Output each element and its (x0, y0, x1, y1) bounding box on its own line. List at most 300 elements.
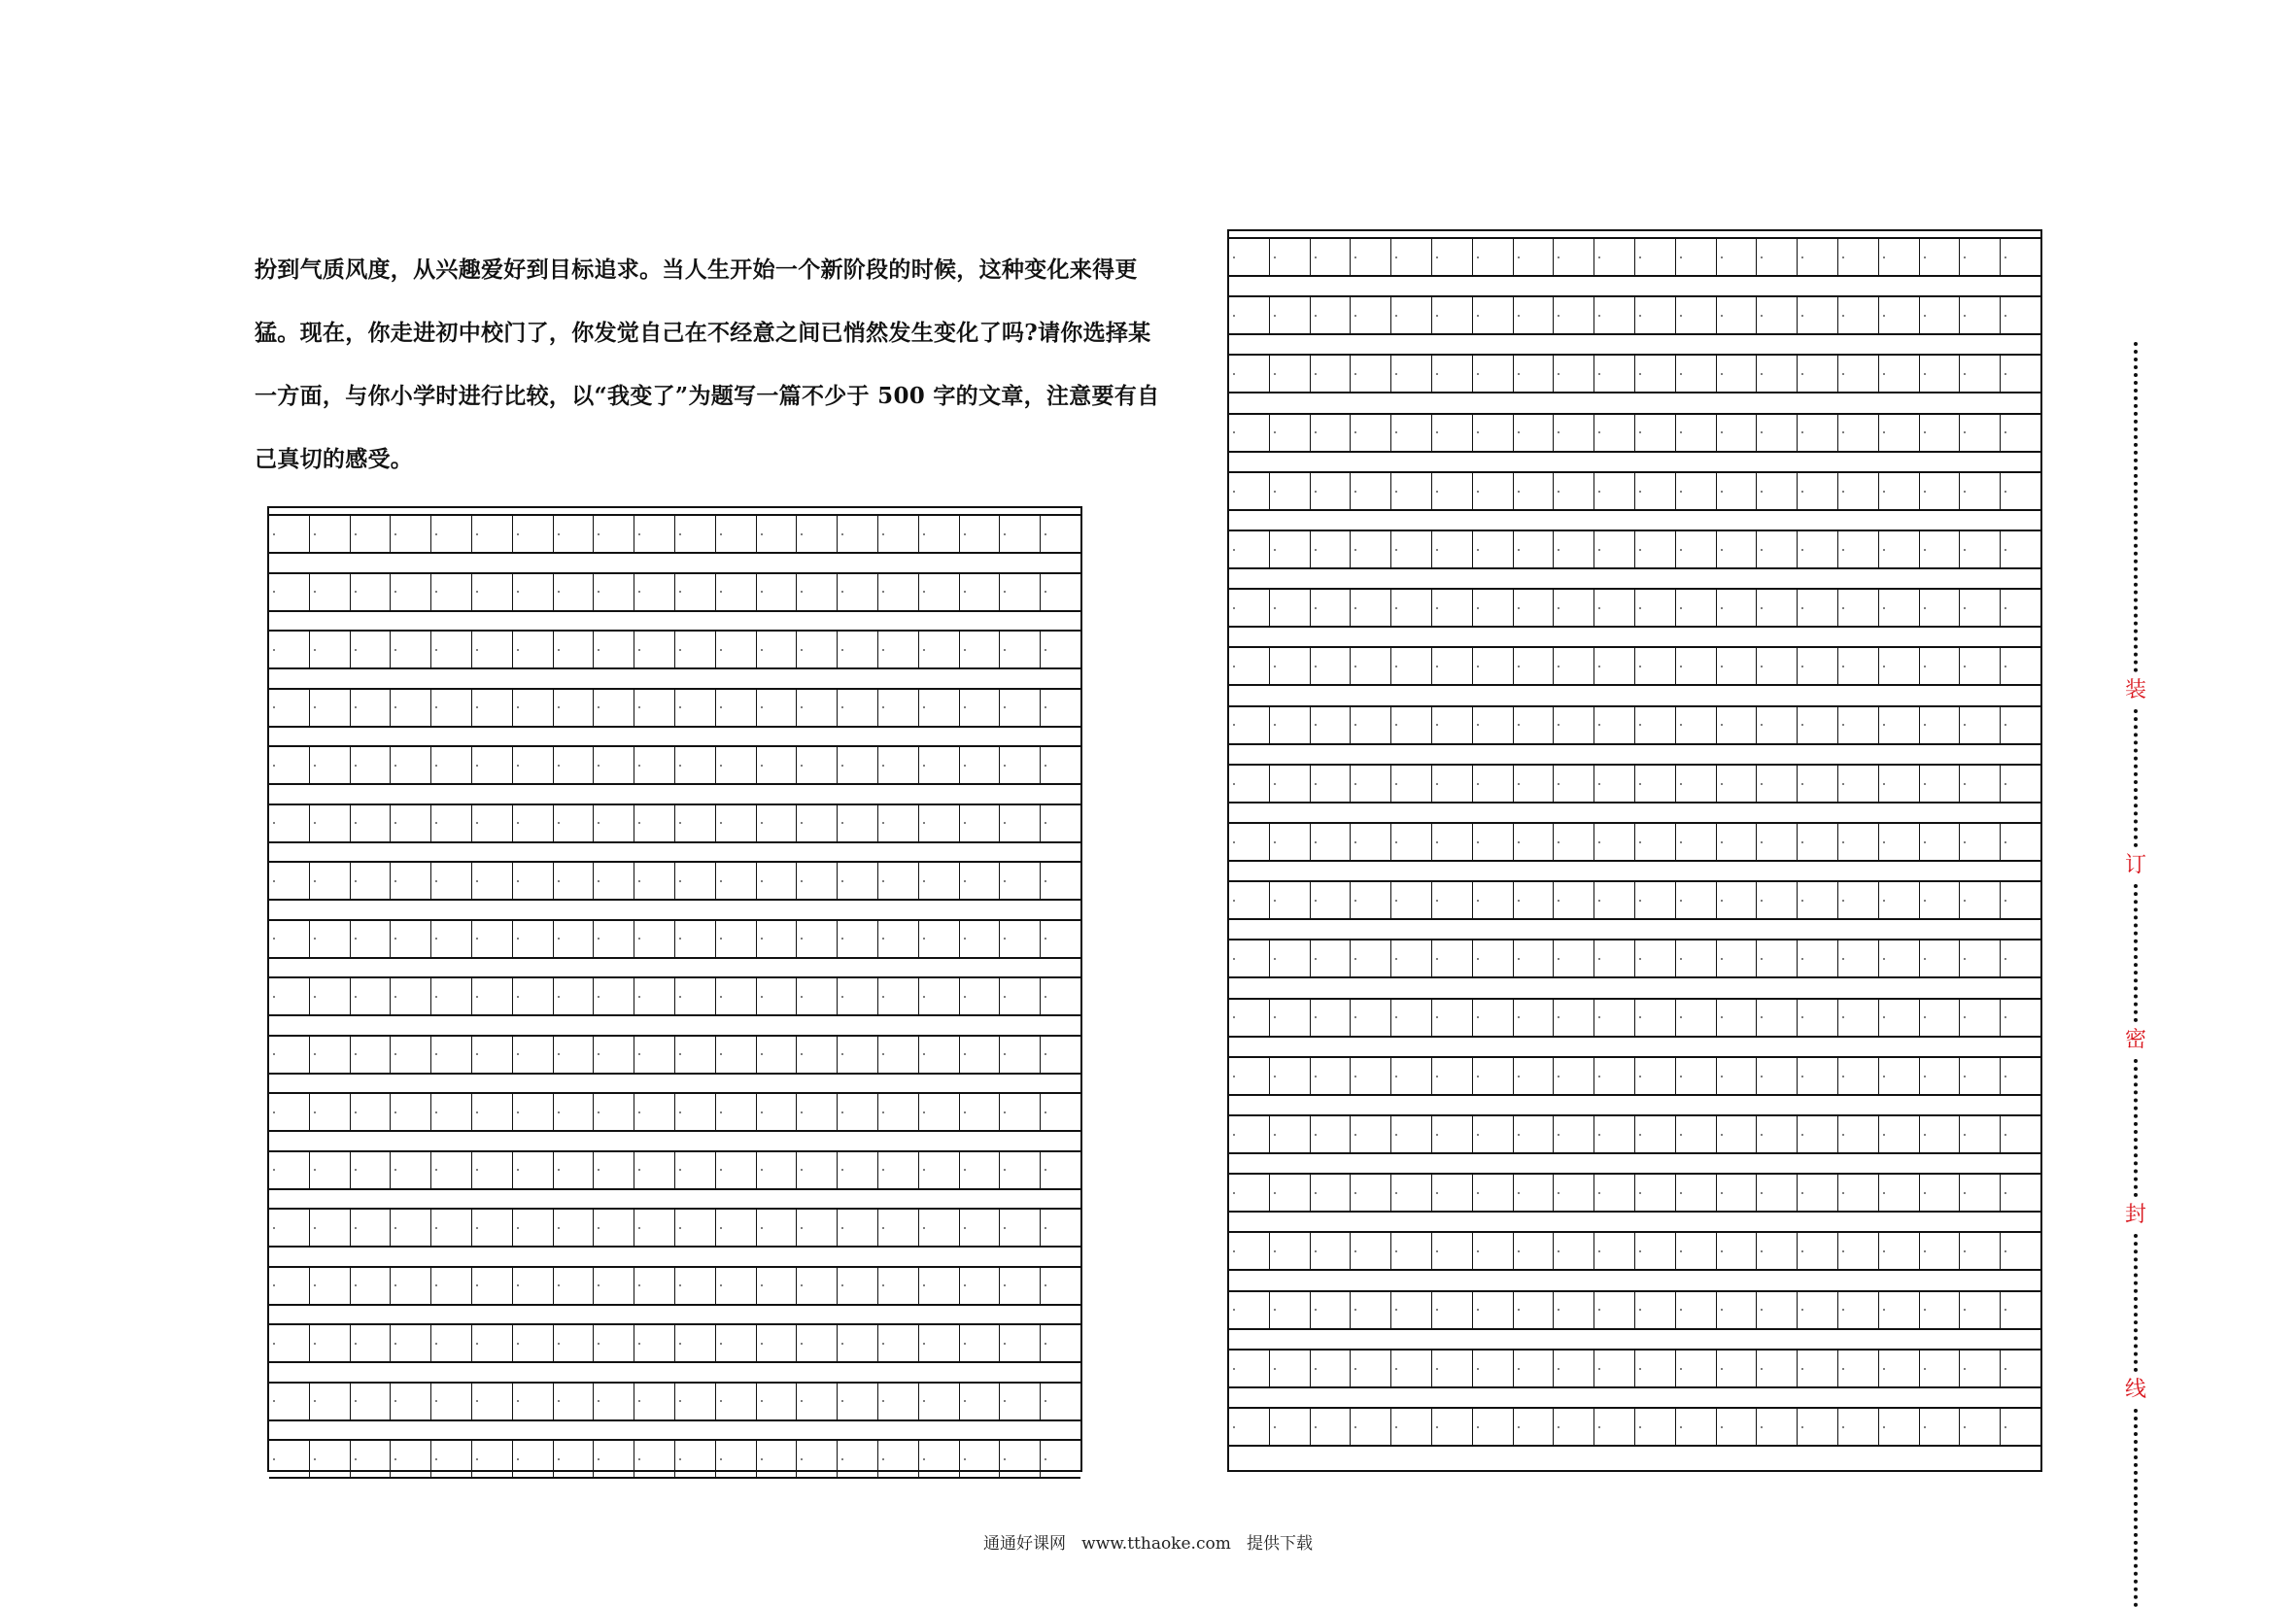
grid-cell[interactable] (959, 1210, 1000, 1246)
grid-cell[interactable] (1959, 1233, 2000, 1269)
grid-cell[interactable] (1269, 882, 1310, 918)
grid-cell[interactable] (390, 747, 430, 783)
grid-cell[interactable] (999, 632, 1040, 667)
grid-cell[interactable] (674, 805, 715, 841)
grid-cell[interactable] (999, 516, 1040, 552)
grid-cell[interactable] (1431, 707, 1472, 743)
grid-cell[interactable] (1350, 1351, 1390, 1386)
grid-cell[interactable] (634, 1094, 674, 1130)
grid-cell[interactable] (1634, 239, 1675, 275)
grid-cell[interactable] (1229, 940, 1269, 976)
grid-cell[interactable] (1919, 940, 1960, 976)
grid-cell[interactable] (2000, 707, 2040, 743)
grid-cell[interactable] (1390, 297, 1431, 333)
grid-cell[interactable] (1553, 297, 1593, 333)
grid-cell[interactable] (1269, 1175, 1310, 1211)
grid-cell[interactable] (1269, 590, 1310, 626)
grid-cell[interactable] (269, 516, 309, 552)
grid-cell[interactable] (999, 574, 1040, 610)
grid-cell[interactable] (1040, 1384, 1080, 1419)
grid-cell[interactable] (390, 632, 430, 667)
grid-cell[interactable] (1553, 882, 1593, 918)
grid-cell[interactable] (1716, 415, 1757, 451)
grid-cell[interactable] (1797, 415, 1837, 451)
grid-cell[interactable] (1634, 1292, 1675, 1328)
grid-cell[interactable] (350, 1094, 391, 1130)
grid-cell[interactable] (430, 690, 471, 726)
grid-cell[interactable] (756, 1210, 797, 1246)
grid-cell[interactable] (1310, 1409, 1351, 1445)
grid-cell[interactable] (1390, 766, 1431, 802)
grid-cell[interactable] (959, 1325, 1000, 1361)
grid-cell[interactable] (1553, 1175, 1593, 1211)
grid-cell[interactable] (471, 632, 512, 667)
grid-cell[interactable] (1431, 473, 1472, 509)
grid-cell[interactable] (390, 690, 430, 726)
grid-cell[interactable] (1634, 648, 1675, 684)
grid-cell[interactable] (1431, 1058, 1472, 1094)
grid-cell[interactable] (1472, 1292, 1513, 1328)
grid-cell[interactable] (674, 690, 715, 726)
grid-cell[interactable] (1350, 1292, 1390, 1328)
grid-cell[interactable] (309, 1152, 350, 1188)
grid-cell[interactable] (1472, 940, 1513, 976)
grid-cell[interactable] (1716, 590, 1757, 626)
grid-cell[interactable] (1553, 239, 1593, 275)
grid-cell[interactable] (553, 805, 594, 841)
grid-cell[interactable] (1350, 940, 1390, 976)
grid-cell[interactable] (1797, 1292, 1837, 1328)
grid-cell[interactable] (1513, 415, 1554, 451)
grid-cell[interactable] (1593, 648, 1634, 684)
grid-cell[interactable] (1390, 415, 1431, 451)
grid-cell[interactable] (1310, 1000, 1351, 1036)
grid-cell[interactable] (350, 747, 391, 783)
grid-cell[interactable] (593, 1152, 634, 1188)
grid-cell[interactable] (999, 1210, 1040, 1246)
grid-cell[interactable] (1593, 239, 1634, 275)
grid-cell[interactable] (593, 1210, 634, 1246)
grid-cell[interactable] (1472, 1116, 1513, 1152)
grid-cell[interactable] (269, 978, 309, 1014)
grid-cell[interactable] (1878, 648, 1919, 684)
grid-cell[interactable] (1675, 415, 1716, 451)
grid-cell[interactable] (390, 863, 430, 899)
grid-cell[interactable] (1229, 1116, 1269, 1152)
grid-cell[interactable] (837, 1094, 877, 1130)
grid-cell[interactable] (309, 1094, 350, 1130)
grid-cell[interactable] (1756, 531, 1797, 567)
grid-cell[interactable] (634, 863, 674, 899)
grid-cell[interactable] (1431, 940, 1472, 976)
grid-cell[interactable] (1797, 531, 1837, 567)
grid-cell[interactable] (512, 1384, 553, 1419)
grid-cell[interactable] (1797, 1351, 1837, 1386)
grid-cell[interactable] (877, 747, 918, 783)
grid-cell[interactable] (1959, 297, 2000, 333)
grid-cell[interactable] (1269, 648, 1310, 684)
grid-cell[interactable] (837, 1037, 877, 1073)
grid-cell[interactable] (309, 574, 350, 610)
grid-cell[interactable] (1837, 297, 1878, 333)
grid-cell[interactable] (1390, 1351, 1431, 1386)
grid-cell[interactable] (715, 1384, 756, 1419)
grid-cell[interactable] (1675, 473, 1716, 509)
grid-cell[interactable] (1350, 1233, 1390, 1269)
grid-cell[interactable] (1513, 824, 1554, 860)
grid-cell[interactable] (1919, 1000, 1960, 1036)
grid-cell[interactable] (430, 747, 471, 783)
grid-cell[interactable] (1229, 531, 1269, 567)
grid-cell[interactable] (1431, 1409, 1472, 1445)
grid-cell[interactable] (877, 863, 918, 899)
grid-cell[interactable] (1593, 1233, 1634, 1269)
grid-cell[interactable] (877, 1441, 918, 1477)
grid-cell[interactable] (634, 978, 674, 1014)
grid-cell[interactable] (1634, 590, 1675, 626)
grid-cell[interactable] (1634, 707, 1675, 743)
grid-cell[interactable] (553, 1152, 594, 1188)
grid-cell[interactable] (553, 1268, 594, 1304)
grid-cell[interactable] (390, 1441, 430, 1477)
grid-cell[interactable] (1756, 356, 1797, 392)
grid-cell[interactable] (1797, 707, 1837, 743)
grid-cell[interactable] (553, 516, 594, 552)
grid-cell[interactable] (1837, 1116, 1878, 1152)
grid-cell[interactable] (593, 1441, 634, 1477)
grid-cell[interactable] (1756, 940, 1797, 976)
grid-cell[interactable] (1756, 766, 1797, 802)
grid-cell[interactable] (1797, 940, 1837, 976)
grid-cell[interactable] (1350, 239, 1390, 275)
grid-cell[interactable] (1756, 824, 1797, 860)
grid-cell[interactable] (918, 805, 959, 841)
grid-cell[interactable] (1229, 824, 1269, 860)
grid-cell[interactable] (918, 1325, 959, 1361)
grid-cell[interactable] (1675, 531, 1716, 567)
grid-cell[interactable] (1959, 707, 2000, 743)
grid-cell[interactable] (1553, 1058, 1593, 1094)
grid-cell[interactable] (390, 516, 430, 552)
grid-cell[interactable] (471, 805, 512, 841)
grid-cell[interactable] (471, 1094, 512, 1130)
grid-cell[interactable] (1553, 1000, 1593, 1036)
grid-cell[interactable] (634, 690, 674, 726)
grid-cell[interactable] (1431, 1175, 1472, 1211)
grid-cell[interactable] (2000, 1175, 2040, 1211)
grid-cell[interactable] (918, 921, 959, 957)
grid-cell[interactable] (1716, 824, 1757, 860)
grid-cell[interactable] (1716, 239, 1757, 275)
grid-cell[interactable] (1634, 1058, 1675, 1094)
grid-cell[interactable] (1837, 1233, 1878, 1269)
grid-cell[interactable] (837, 1325, 877, 1361)
grid-cell[interactable] (1919, 648, 1960, 684)
grid-cell[interactable] (756, 1094, 797, 1130)
grid-cell[interactable] (553, 747, 594, 783)
grid-cell[interactable] (756, 1325, 797, 1361)
grid-cell[interactable] (1634, 1000, 1675, 1036)
grid-cell[interactable] (1919, 1292, 1960, 1328)
grid-cell[interactable] (1229, 1292, 1269, 1328)
grid-cell[interactable] (269, 921, 309, 957)
grid-cell[interactable] (2000, 356, 2040, 392)
grid-cell[interactable] (2000, 1116, 2040, 1152)
grid-cell[interactable] (1269, 1409, 1310, 1445)
grid-cell[interactable] (1634, 1409, 1675, 1445)
grid-cell[interactable] (796, 1441, 837, 1477)
grid-cell[interactable] (1310, 239, 1351, 275)
grid-cell[interactable] (1350, 824, 1390, 860)
grid-cell[interactable] (999, 1268, 1040, 1304)
grid-cell[interactable] (1959, 1000, 2000, 1036)
grid-cell[interactable] (1472, 1351, 1513, 1386)
grid-cell[interactable] (1269, 239, 1310, 275)
grid-cell[interactable] (553, 1384, 594, 1419)
grid-cell[interactable] (430, 516, 471, 552)
grid-cell[interactable] (715, 863, 756, 899)
grid-cell[interactable] (1716, 531, 1757, 567)
grid-cell[interactable] (756, 1152, 797, 1188)
grid-cell[interactable] (1513, 1351, 1554, 1386)
grid-cell[interactable] (1959, 648, 2000, 684)
grid-cell[interactable] (1269, 766, 1310, 802)
grid-cell[interactable] (1431, 239, 1472, 275)
grid-cell[interactable] (1310, 707, 1351, 743)
grid-cell[interactable] (837, 863, 877, 899)
grid-cell[interactable] (1593, 824, 1634, 860)
grid-cell[interactable] (1593, 356, 1634, 392)
grid-cell[interactable] (553, 632, 594, 667)
grid-cell[interactable] (269, 690, 309, 726)
grid-cell[interactable] (999, 690, 1040, 726)
grid-cell[interactable] (512, 1037, 553, 1073)
grid-cell[interactable] (1229, 1175, 1269, 1211)
grid-cell[interactable] (512, 1325, 553, 1361)
grid-cell[interactable] (1269, 473, 1310, 509)
grid-cell[interactable] (1513, 940, 1554, 976)
grid-cell[interactable] (1878, 940, 1919, 976)
grid-cell[interactable] (918, 574, 959, 610)
grid-cell[interactable] (674, 747, 715, 783)
grid-cell[interactable] (430, 1325, 471, 1361)
grid-cell[interactable] (1675, 1292, 1716, 1328)
grid-cell[interactable] (1553, 707, 1593, 743)
grid-cell[interactable] (634, 1325, 674, 1361)
grid-cell[interactable] (2000, 1351, 2040, 1386)
grid-cell[interactable] (837, 747, 877, 783)
grid-cell[interactable] (674, 1152, 715, 1188)
grid-cell[interactable] (1797, 824, 1837, 860)
grid-cell[interactable] (999, 863, 1040, 899)
grid-cell[interactable] (1229, 590, 1269, 626)
grid-cell[interactable] (1472, 1058, 1513, 1094)
grid-cell[interactable] (877, 574, 918, 610)
grid-cell[interactable] (1040, 1441, 1080, 1477)
grid-cell[interactable] (1310, 940, 1351, 976)
grid-cell[interactable] (1390, 531, 1431, 567)
grid-cell[interactable] (512, 747, 553, 783)
grid-cell[interactable] (1350, 356, 1390, 392)
grid-cell[interactable] (1797, 766, 1837, 802)
grid-cell[interactable] (1229, 239, 1269, 275)
grid-cell[interactable] (1878, 473, 1919, 509)
grid-cell[interactable] (553, 1037, 594, 1073)
grid-cell[interactable] (1837, 473, 1878, 509)
grid-cell[interactable] (553, 921, 594, 957)
grid-cell[interactable] (471, 516, 512, 552)
grid-cell[interactable] (715, 516, 756, 552)
grid-cell[interactable] (1593, 1409, 1634, 1445)
grid-cell[interactable] (1675, 297, 1716, 333)
grid-cell[interactable] (1716, 1116, 1757, 1152)
grid-cell[interactable] (1229, 882, 1269, 918)
grid-cell[interactable] (1919, 590, 1960, 626)
grid-cell[interactable] (1797, 648, 1837, 684)
grid-cell[interactable] (1919, 707, 1960, 743)
grid-cell[interactable] (1229, 1000, 1269, 1036)
grid-cell[interactable] (309, 863, 350, 899)
grid-cell[interactable] (715, 1152, 756, 1188)
grid-cell[interactable] (553, 1325, 594, 1361)
grid-cell[interactable] (593, 978, 634, 1014)
grid-cell[interactable] (1472, 356, 1513, 392)
grid-cell[interactable] (634, 1441, 674, 1477)
grid-cell[interactable] (1513, 590, 1554, 626)
grid-cell[interactable] (1593, 590, 1634, 626)
grid-cell[interactable] (1553, 473, 1593, 509)
grid-cell[interactable] (1553, 415, 1593, 451)
grid-cell[interactable] (918, 1094, 959, 1130)
grid-cell[interactable] (1634, 415, 1675, 451)
grid-cell[interactable] (756, 1441, 797, 1477)
grid-cell[interactable] (1756, 648, 1797, 684)
grid-cell[interactable] (390, 978, 430, 1014)
grid-cell[interactable] (1634, 766, 1675, 802)
grid-cell[interactable] (1431, 824, 1472, 860)
grid-cell[interactable] (674, 863, 715, 899)
grid-cell[interactable] (1959, 1292, 2000, 1328)
grid-cell[interactable] (1431, 590, 1472, 626)
grid-cell[interactable] (593, 805, 634, 841)
grid-cell[interactable] (999, 1037, 1040, 1073)
grid-cell[interactable] (715, 1441, 756, 1477)
grid-cell[interactable] (959, 863, 1000, 899)
grid-cell[interactable] (350, 1384, 391, 1419)
grid-cell[interactable] (674, 1037, 715, 1073)
grid-cell[interactable] (269, 1384, 309, 1419)
grid-cell[interactable] (2000, 531, 2040, 567)
grid-cell[interactable] (512, 1094, 553, 1130)
grid-cell[interactable] (512, 863, 553, 899)
grid-cell[interactable] (1040, 632, 1080, 667)
grid-cell[interactable] (309, 1441, 350, 1477)
grid-cell[interactable] (674, 632, 715, 667)
grid-cell[interactable] (877, 690, 918, 726)
grid-cell[interactable] (918, 1441, 959, 1477)
grid-cell[interactable] (1350, 1058, 1390, 1094)
grid-cell[interactable] (715, 1037, 756, 1073)
grid-cell[interactable] (1837, 940, 1878, 976)
grid-cell[interactable] (2000, 590, 2040, 626)
grid-cell[interactable] (593, 574, 634, 610)
grid-cell[interactable] (1675, 882, 1716, 918)
grid-cell[interactable] (634, 747, 674, 783)
grid-cell[interactable] (1513, 1292, 1554, 1328)
grid-cell[interactable] (1513, 473, 1554, 509)
grid-cell[interactable] (1390, 648, 1431, 684)
grid-cell[interactable] (1959, 1116, 2000, 1152)
grid-cell[interactable] (471, 1325, 512, 1361)
grid-cell[interactable] (1919, 1233, 1960, 1269)
grid-cell[interactable] (350, 863, 391, 899)
grid-cell[interactable] (1593, 1351, 1634, 1386)
grid-cell[interactable] (837, 1268, 877, 1304)
grid-cell[interactable] (1593, 1116, 1634, 1152)
grid-cell[interactable] (1959, 473, 2000, 509)
grid-cell[interactable] (1878, 1351, 1919, 1386)
grid-cell[interactable] (1837, 707, 1878, 743)
grid-cell[interactable] (1797, 882, 1837, 918)
grid-cell[interactable] (390, 1094, 430, 1130)
grid-cell[interactable] (796, 1268, 837, 1304)
grid-cell[interactable] (471, 863, 512, 899)
grid-cell[interactable] (1390, 239, 1431, 275)
grid-cell[interactable] (1350, 473, 1390, 509)
grid-cell[interactable] (1959, 824, 2000, 860)
grid-cell[interactable] (837, 1152, 877, 1188)
grid-cell[interactable] (593, 1384, 634, 1419)
grid-cell[interactable] (674, 921, 715, 957)
grid-cell[interactable] (1919, 1351, 1960, 1386)
grid-cell[interactable] (1310, 473, 1351, 509)
grid-cell[interactable] (1634, 1351, 1675, 1386)
grid-cell[interactable] (309, 1325, 350, 1361)
grid-cell[interactable] (715, 574, 756, 610)
grid-cell[interactable] (756, 1037, 797, 1073)
grid-cell[interactable] (1472, 707, 1513, 743)
grid-cell[interactable] (1040, 805, 1080, 841)
grid-cell[interactable] (553, 574, 594, 610)
grid-cell[interactable] (877, 1037, 918, 1073)
grid-cell[interactable] (471, 921, 512, 957)
grid-cell[interactable] (756, 921, 797, 957)
grid-cell[interactable] (1675, 824, 1716, 860)
grid-cell[interactable] (1797, 1409, 1837, 1445)
grid-cell[interactable] (1919, 882, 1960, 918)
grid-cell[interactable] (1797, 473, 1837, 509)
grid-cell[interactable] (1756, 1058, 1797, 1094)
grid-cell[interactable] (1310, 590, 1351, 626)
grid-cell[interactable] (471, 1441, 512, 1477)
grid-cell[interactable] (674, 1441, 715, 1477)
grid-cell[interactable] (1472, 766, 1513, 802)
grid-cell[interactable] (430, 978, 471, 1014)
grid-cell[interactable] (1513, 531, 1554, 567)
grid-cell[interactable] (1513, 766, 1554, 802)
grid-cell[interactable] (999, 1325, 1040, 1361)
grid-cell[interactable] (309, 1210, 350, 1246)
grid-cell[interactable] (796, 632, 837, 667)
grid-cell[interactable] (918, 1268, 959, 1304)
grid-cell[interactable] (877, 1094, 918, 1130)
grid-cell[interactable] (1716, 1058, 1757, 1094)
grid-cell[interactable] (1756, 473, 1797, 509)
grid-cell[interactable] (999, 1152, 1040, 1188)
grid-cell[interactable] (1390, 824, 1431, 860)
grid-cell[interactable] (1040, 747, 1080, 783)
grid-cell[interactable] (430, 1094, 471, 1130)
